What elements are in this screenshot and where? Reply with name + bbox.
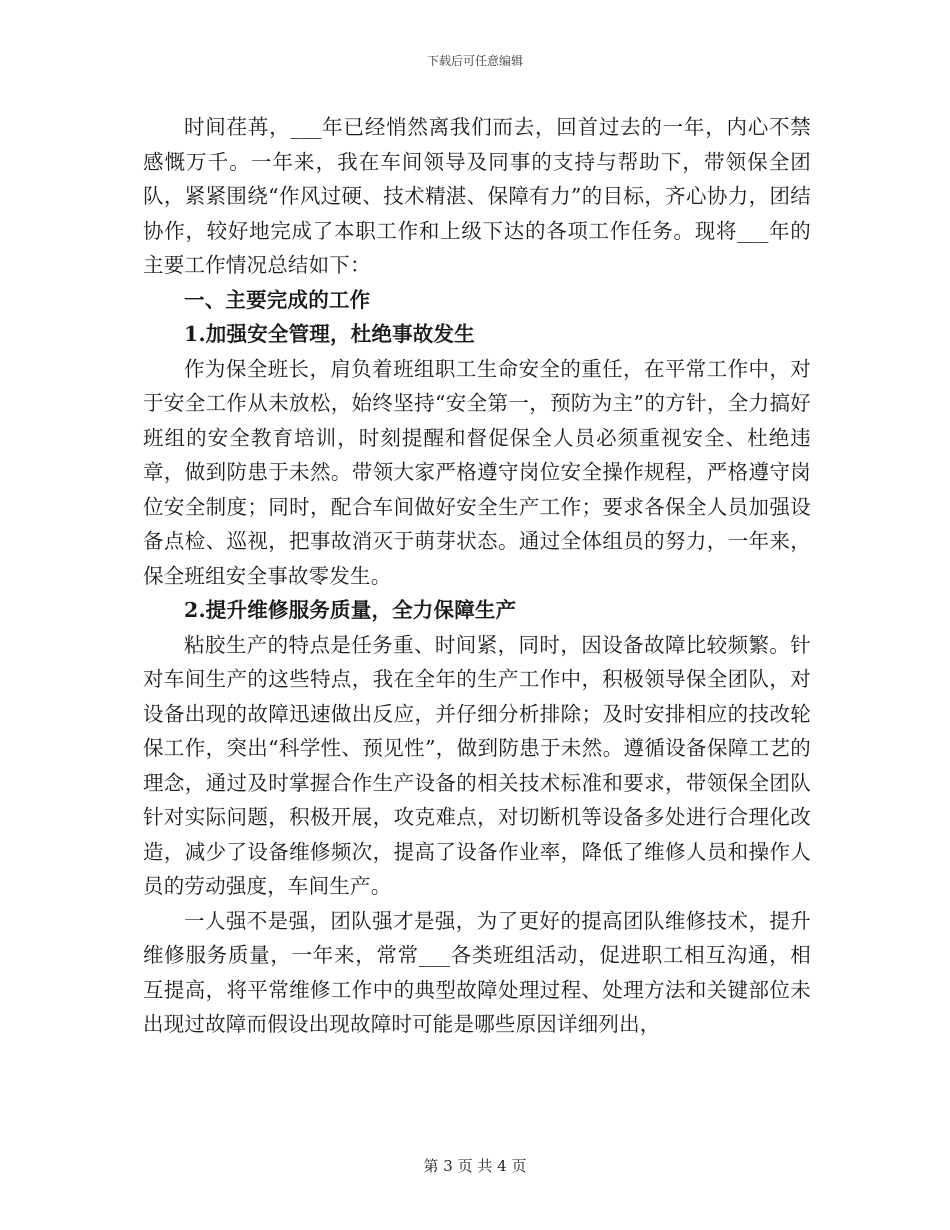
subsection-heading-maintenance: 2.提升维修服务质量，全力保障生产 — [184, 598, 517, 622]
safety-paragraph: 作为保全班长，肩负着班组职工生命安全的重任，在平常工作中，对于安全工作从未放松，始终坚持“安全第一，预防为主”的方针，全力搞好班组的安全教育培训，时刻提醒和督促保全人员必须重视安全、杜绝违章，做到防患于未然。带领大家严格遵守岗位安全操作规程，严格遵守岗位安全制度；同时，配合车间做好安全生产工作；要求各保全人员加强设备点检、巡视，把事故消灭于萌芽状态。通过全体组员的努力，一年来，保全班组安全事故零发生。 — [143, 356, 811, 588]
intro-paragraph: 时间荏苒，___年已经悄然离我们而去，回首过去的一年，内心不禁感慨万千。一年来，我在车间领导及同事的支持与帮助下，带领保全团队，紧紧围绕“作风过硬、技术精湛、保障有力”的目标，齐心协力，团结协作，较好地完成了本职工作和上级下达的各项工作任务。现将___年的主要工作情况总结如下： — [143, 115, 811, 277]
subsection-heading-safety: 1.加强安全管理，杜绝事故发生 — [184, 322, 475, 346]
page-header: 下载后可任意编辑 — [426, 54, 523, 68]
document-body — [143, 110, 811, 1042]
page-number: 第 3 页 共 4 页 — [423, 1157, 527, 1175]
team-paragraph: 一人强不是强，团队强才是强，为了更好的提高团队维修技术，提升维修服务质量，一年来，常常___各类班组活动，促进职工相互沟通，相互提高，将平常维修工作中的典型故障处理过程、处理方法和关键部位未出现过故障而假设出现故障时可能是哪些原因详细列出， — [143, 908, 811, 1036]
maintenance-paragraph: 粘胶生产的特点是任务重、时间紧，同时，因设备故障比较频繁。针对车间生产的这些特点，我在全年的生产工作中，积极领导保全团队，对设备出现的故障迅速做出反应，并仔细分析排除；及时安排相应的技改轮保工作，突出“科学性、预见性”，做到防患于未然。遵循设备保障工艺的理念，通过及时掌握合作生产设备的相关技术标准和要求，带领保全团队针对实际问题，积极开展，攻克难点，对切断机等设备多处进行合理化改造，减少了设备维修频次，提高了设备作业率，降低了维修人员和操作人员的劳动强度，车间生产。 — [143, 632, 811, 898]
section-heading: 一、主要完成的工作 — [184, 287, 371, 312]
